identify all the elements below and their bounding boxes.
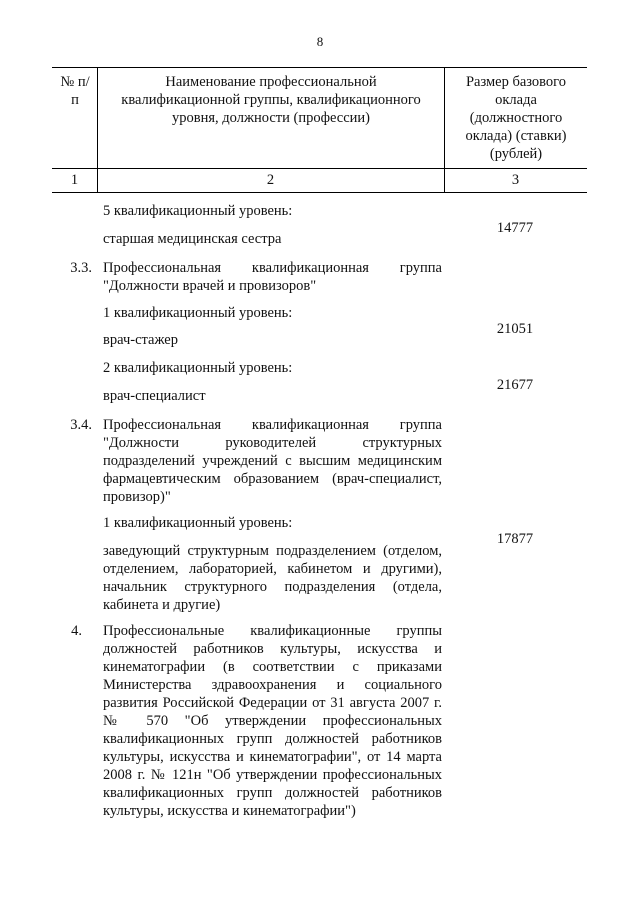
column-number-3: 3 bbox=[511, 172, 520, 188]
section-title: Профессиональная квалификационная группа "Должности руководителей структурных подразделений учреждений с высшим медицинским фармацевтическим образованием (врач-специалист, провизор)" bbox=[103, 417, 442, 505]
column-number-1: 1 bbox=[70, 172, 79, 188]
position-name: заведующий структурным подразделением (отделом, отделением, лабораторией, кабинетом и другими), начальник структурного подразделения (отдела, кабинета и другие) bbox=[103, 543, 442, 613]
page-number: 8 bbox=[316, 34, 324, 49]
section-title: Профессиональная квалификационная группа "Должности врачей и провизоров" bbox=[103, 260, 442, 294]
qualification-level-label: 1 квалификационный уровень: bbox=[103, 515, 293, 531]
position-name: старшая медицинская сестра bbox=[103, 231, 282, 247]
header-salary-column: Размер базового оклада (должностного оклада) (ставки) (рублей) bbox=[465, 74, 567, 162]
qualification-level-label: 1 квалификационный уровень: bbox=[103, 305, 293, 321]
section-number: 3.4. bbox=[70, 417, 92, 433]
header-number-column: № п/п bbox=[60, 74, 90, 108]
salary-value: 17877 bbox=[496, 531, 534, 547]
section-title: Профессиональные квалификационные группы должностей работников культуры, искусства и кинематографии (в соответствии с приказами Министерства здравоохранения и социального развития Российской Федерации от 31 августа 2007 г. № 570 "Об утверждении профессиональных квалификационных групп должностей работников культуры, искусства и кинематографии", от 14 марта 2008 г. № 121н "Об утверждении профессиональных квалификационных групп должностей работников культуры, искусства и кинематографии") bbox=[103, 623, 442, 819]
table-top-border bbox=[52, 67, 587, 68]
column-number-bottom-border bbox=[52, 192, 587, 193]
qualification-level-label: 5 квалификационный уровень: bbox=[103, 203, 293, 219]
header-bottom-border bbox=[52, 168, 587, 169]
salary-value: 21677 bbox=[496, 377, 534, 393]
position-name: врач-стажер bbox=[103, 332, 178, 348]
position-name: врач-специалист bbox=[103, 388, 206, 404]
header-name-column: Наименование профессиональной квалификационной группы, квалификационного уровня, должности (профессии) bbox=[121, 74, 421, 126]
section-number: 3.3. bbox=[70, 260, 92, 276]
salary-value: 14777 bbox=[496, 220, 534, 236]
salary-value: 21051 bbox=[496, 321, 534, 337]
qualification-level-label: 2 квалификационный уровень: bbox=[103, 360, 293, 376]
column-number-2: 2 bbox=[266, 172, 275, 188]
section-number: 4. bbox=[71, 623, 82, 639]
